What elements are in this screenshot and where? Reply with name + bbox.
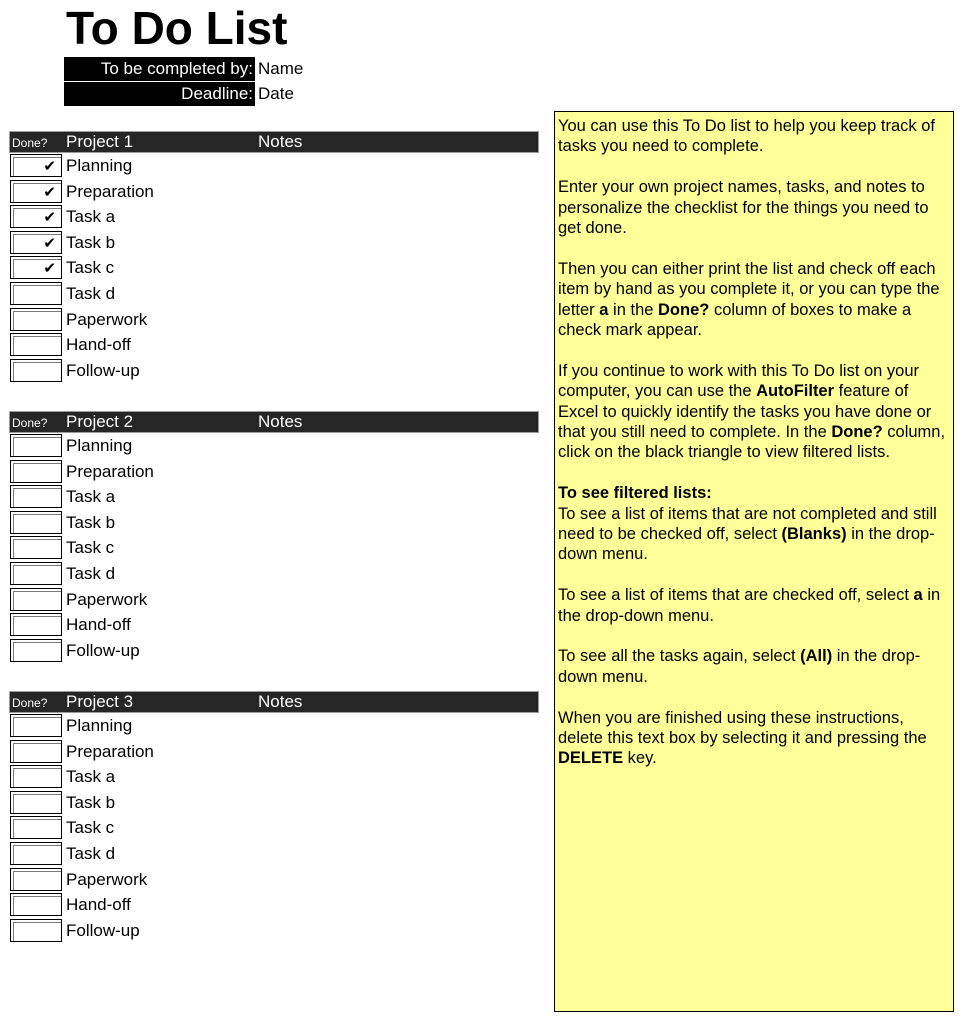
task-label[interactable]: Planning: [66, 156, 133, 175]
done-column-header[interactable]: Done?: [12, 696, 48, 710]
task-label[interactable]: Task b: [66, 792, 116, 812]
task-row: [9, 433, 539, 459]
task-row: [9, 153, 539, 179]
task-label[interactable]: Planning: [66, 436, 133, 455]
project-2-block: [9, 411, 539, 663]
done-checkbox[interactable]: [10, 434, 62, 457]
task-label[interactable]: Task c: [66, 538, 115, 558]
done-checkbox[interactable]: [10, 308, 62, 331]
task-row: [9, 204, 539, 230]
task-row: [9, 484, 539, 510]
instructions-paragraph: If you continue to work with this To Do list on your computer, you can use the AutoFilter feature of Excel to quickly identify the tasks you have done or that you still need to complete. In the Done? column, click on the black triangle to view filtered lists.: [558, 361, 946, 462]
done-checkbox[interactable]: [10, 485, 62, 508]
project-name[interactable]: Project 2: [66, 412, 134, 431]
instructions-paragraph: Enter your own project names, tasks, and notes to personalize the checklist for the things you need to get done.: [558, 178, 929, 238]
task-label[interactable]: Paperwork: [66, 869, 148, 889]
project-name[interactable]: Project 3: [66, 692, 134, 711]
done-checkbox[interactable]: [10, 562, 62, 585]
task-row: [9, 358, 539, 384]
check-mark-icon: ✔: [43, 259, 56, 278]
instructions-paragraph: To see a list of items that are checked off, select a in the drop-down menu.: [558, 586, 941, 625]
project-name[interactable]: Project 1: [66, 132, 134, 151]
done-checkbox[interactable]: [10, 740, 62, 763]
done-checkbox[interactable]: [10, 613, 62, 636]
done-checkbox[interactable]: [10, 765, 62, 788]
done-checkbox[interactable]: [10, 588, 62, 611]
task-label[interactable]: Task d: [66, 843, 116, 863]
instructions-paragraph: When you are finished using these instructions, delete this text box by selecting it and pressing the DELETE key.: [558, 708, 927, 768]
task-label[interactable]: Task b: [66, 512, 116, 532]
instructions-paragraph: You can use this To Do list to help you keep track of tasks you need to complete.: [558, 117, 935, 156]
done-checkbox[interactable]: [10, 816, 62, 839]
task-row: [9, 892, 539, 918]
notes-column-header: Notes: [258, 692, 303, 711]
task-label[interactable]: Preparation: [66, 181, 154, 201]
task-row: [9, 307, 539, 333]
done-checkbox[interactable]: [10, 256, 62, 279]
done-checkbox[interactable]: [10, 333, 62, 356]
task-label[interactable]: Task c: [66, 818, 115, 838]
task-label[interactable]: Hand-off: [66, 895, 131, 915]
page-title: To Do List: [66, 2, 288, 54]
notes-column-header: Notes: [258, 412, 303, 431]
done-checkbox[interactable]: [10, 154, 62, 177]
completed-by-label: To be completed by:: [64, 57, 255, 81]
check-mark-icon: ✔: [43, 208, 56, 227]
task-label[interactable]: Task a: [66, 487, 116, 507]
check-mark-icon: ✔: [43, 233, 56, 252]
project-header: [9, 691, 539, 713]
done-checkbox[interactable]: [10, 791, 62, 814]
instructions-paragraph: Then you can either print the list and check off each item by hand as you complete it, or you can type the letter a in the Done? column of boxes to make a check mark appear.: [558, 259, 940, 340]
task-label[interactable]: Task c: [66, 258, 115, 278]
project-header: [9, 411, 539, 433]
instructions-subheading: To see filtered lists:: [558, 484, 712, 503]
done-column-header[interactable]: Done?: [12, 416, 48, 430]
task-row: [9, 587, 539, 613]
task-label[interactable]: Planning: [66, 716, 133, 735]
task-label[interactable]: Task d: [66, 283, 116, 303]
completed-by-value[interactable]: Name: [258, 59, 304, 78]
done-checkbox[interactable]: [10, 231, 62, 254]
task-row: [9, 179, 539, 205]
task-row: [9, 255, 539, 281]
task-label[interactable]: Preparation: [66, 741, 154, 761]
task-label[interactable]: Follow-up: [66, 360, 140, 380]
task-row: [9, 332, 539, 358]
task-row: [9, 918, 539, 944]
task-row: [9, 230, 539, 256]
done-checkbox[interactable]: [10, 511, 62, 534]
task-label[interactable]: Task d: [66, 563, 116, 583]
done-checkbox[interactable]: [10, 205, 62, 228]
deadline-label: Deadline:: [64, 82, 255, 106]
project-header: [9, 131, 539, 153]
task-label[interactable]: Task a: [66, 207, 116, 227]
task-row: [9, 561, 539, 587]
check-mark-icon: ✔: [43, 157, 56, 175]
task-row: [9, 535, 539, 561]
done-checkbox[interactable]: [10, 868, 62, 891]
task-label[interactable]: Follow-up: [66, 640, 140, 660]
task-row: [9, 867, 539, 893]
task-label[interactable]: Follow-up: [66, 920, 140, 940]
task-row: [9, 739, 539, 765]
done-checkbox[interactable]: [10, 714, 62, 737]
done-checkbox[interactable]: [10, 919, 62, 942]
task-label[interactable]: Preparation: [66, 461, 154, 481]
task-label[interactable]: Paperwork: [66, 309, 148, 329]
task-label[interactable]: Paperwork: [66, 589, 148, 609]
task-row: [9, 815, 539, 841]
task-label[interactable]: Hand-off: [66, 335, 131, 355]
done-checkbox[interactable]: [10, 180, 62, 203]
project-3-block: [9, 691, 539, 943]
done-checkbox[interactable]: [10, 282, 62, 305]
instructions-paragraph: To see a list of items that are not completed and still need to be checked off, select (Blanks) in the drop-down menu.: [558, 504, 937, 564]
task-row: [9, 713, 539, 739]
done-column-header[interactable]: Done?: [12, 136, 48, 150]
task-row: [9, 790, 539, 816]
done-checkbox[interactable]: [10, 536, 62, 559]
task-row: [9, 764, 539, 790]
instructions-paragraph: To see all the tasks again, select (All) in the drop-down menu.: [558, 647, 921, 686]
task-label[interactable]: Task a: [66, 767, 116, 787]
task-label[interactable]: Task b: [66, 232, 116, 252]
deadline-value[interactable]: Date: [258, 84, 294, 103]
done-checkbox[interactable]: [10, 842, 62, 865]
done-checkbox[interactable]: [10, 639, 62, 662]
notes-column-header: Notes: [258, 132, 303, 151]
done-checkbox[interactable]: [10, 359, 62, 382]
task-label[interactable]: Hand-off: [66, 615, 131, 635]
task-row: [9, 638, 539, 664]
task-row: [9, 459, 539, 485]
check-mark-icon: ✔: [43, 182, 56, 201]
task-row: [9, 510, 539, 536]
task-row: [9, 841, 539, 867]
done-checkbox[interactable]: [10, 460, 62, 483]
task-row: [9, 281, 539, 307]
project-1-block: [9, 131, 539, 383]
done-checkbox[interactable]: [10, 893, 62, 916]
task-row: [9, 612, 539, 638]
instructions-text-box[interactable]: [554, 111, 954, 1012]
